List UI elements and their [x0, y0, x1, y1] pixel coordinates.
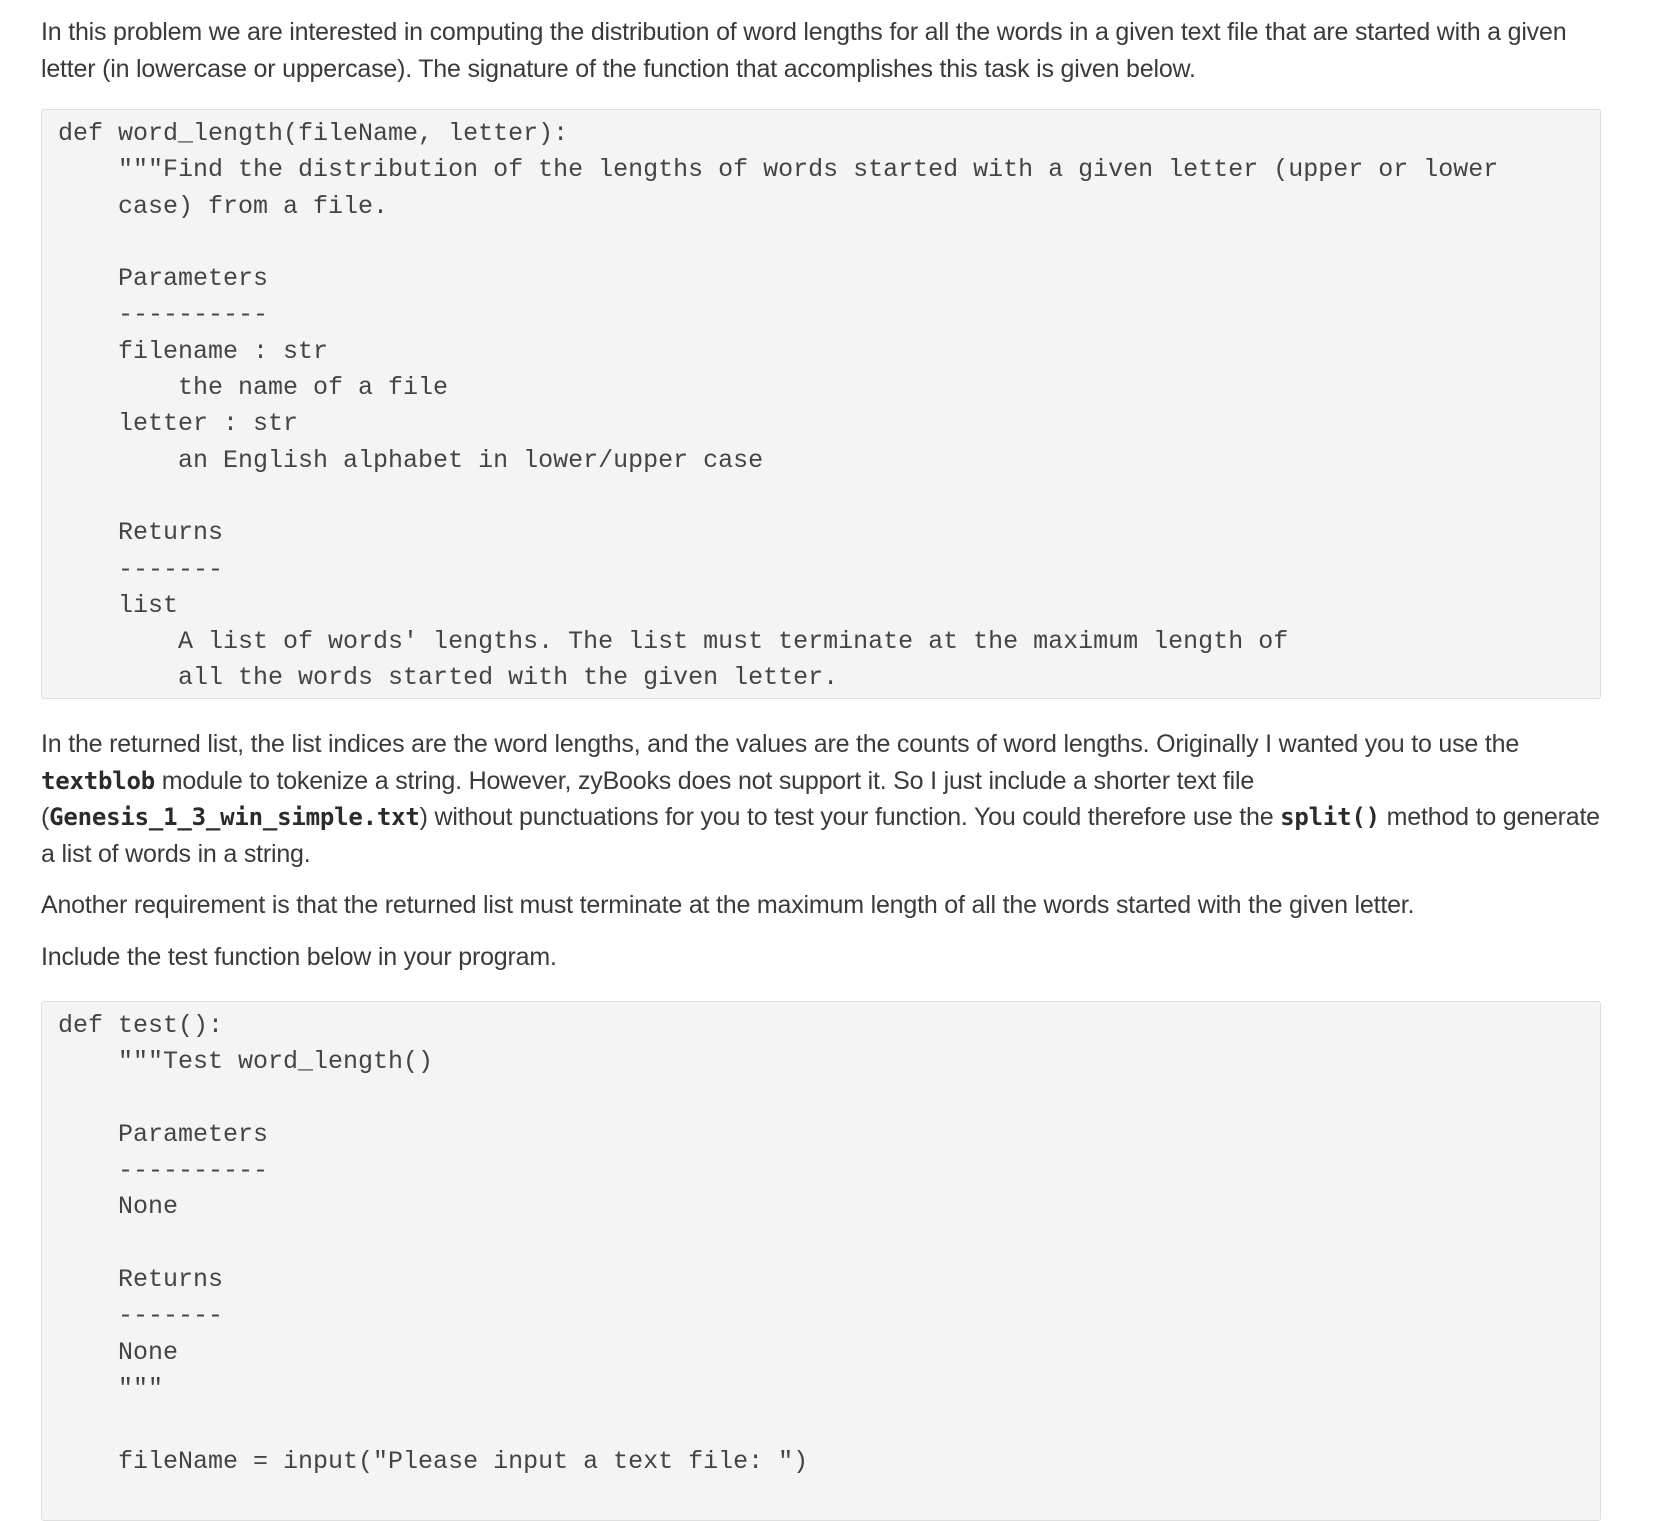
explanation-text-1: In the returned list, the list indices are the word lengths, and the values are the counts of word lengths. Originally I wanted you to use the [41, 730, 1520, 758]
include-note-paragraph: Include the test function below in your program. [41, 942, 557, 971]
problem-description [41, 14, 1601, 1521]
explanation-paragraph [41, 726, 1601, 872]
explanation-text-2: module to tokenize a string. However, zyBooks does not support it. So I just include a shorter text file ( [41, 766, 1255, 831]
split-inline-code: split() [1280, 803, 1380, 831]
explanation-text-4: method to generate a list of words in a string. [41, 803, 1600, 868]
textblob-inline-code: textblob [41, 766, 155, 795]
explanation-text-3: ) without punctuations for you to test your function. You could therefore use the [419, 803, 1281, 831]
test-function-code-block: def test(): """Test word_length() Parameters ---------- None Returns ------- None """ fileName = input("Please input a text file: ") [41, 1001, 1601, 1521]
requirement-paragraph: Another requirement is that the returned list must terminate at the maximum length of all the words started with the given letter. [41, 891, 1415, 919]
filename-inline-code: Genesis_1_3_win_simple.txt [49, 803, 420, 831]
word-length-code-block: def word_length(fileName, letter): """Find the distribution of the lengths of words started with a given letter (upper or lower case) from a file. Parameters ---------- filename : str the name of a file letter : str an English alphabet in lower/upper case Returns ------- list A list of words' lengths. The list must terminate at the maximum length of all the words started with the given letter. [41, 109, 1601, 699]
intro-paragraph: In this problem we are interested in computing the distribution of word lengths for all the words in a given text file that are started with a given letter (in lowercase or uppercase). The signature of the function that accomplishes this task is given below. [41, 18, 1567, 83]
